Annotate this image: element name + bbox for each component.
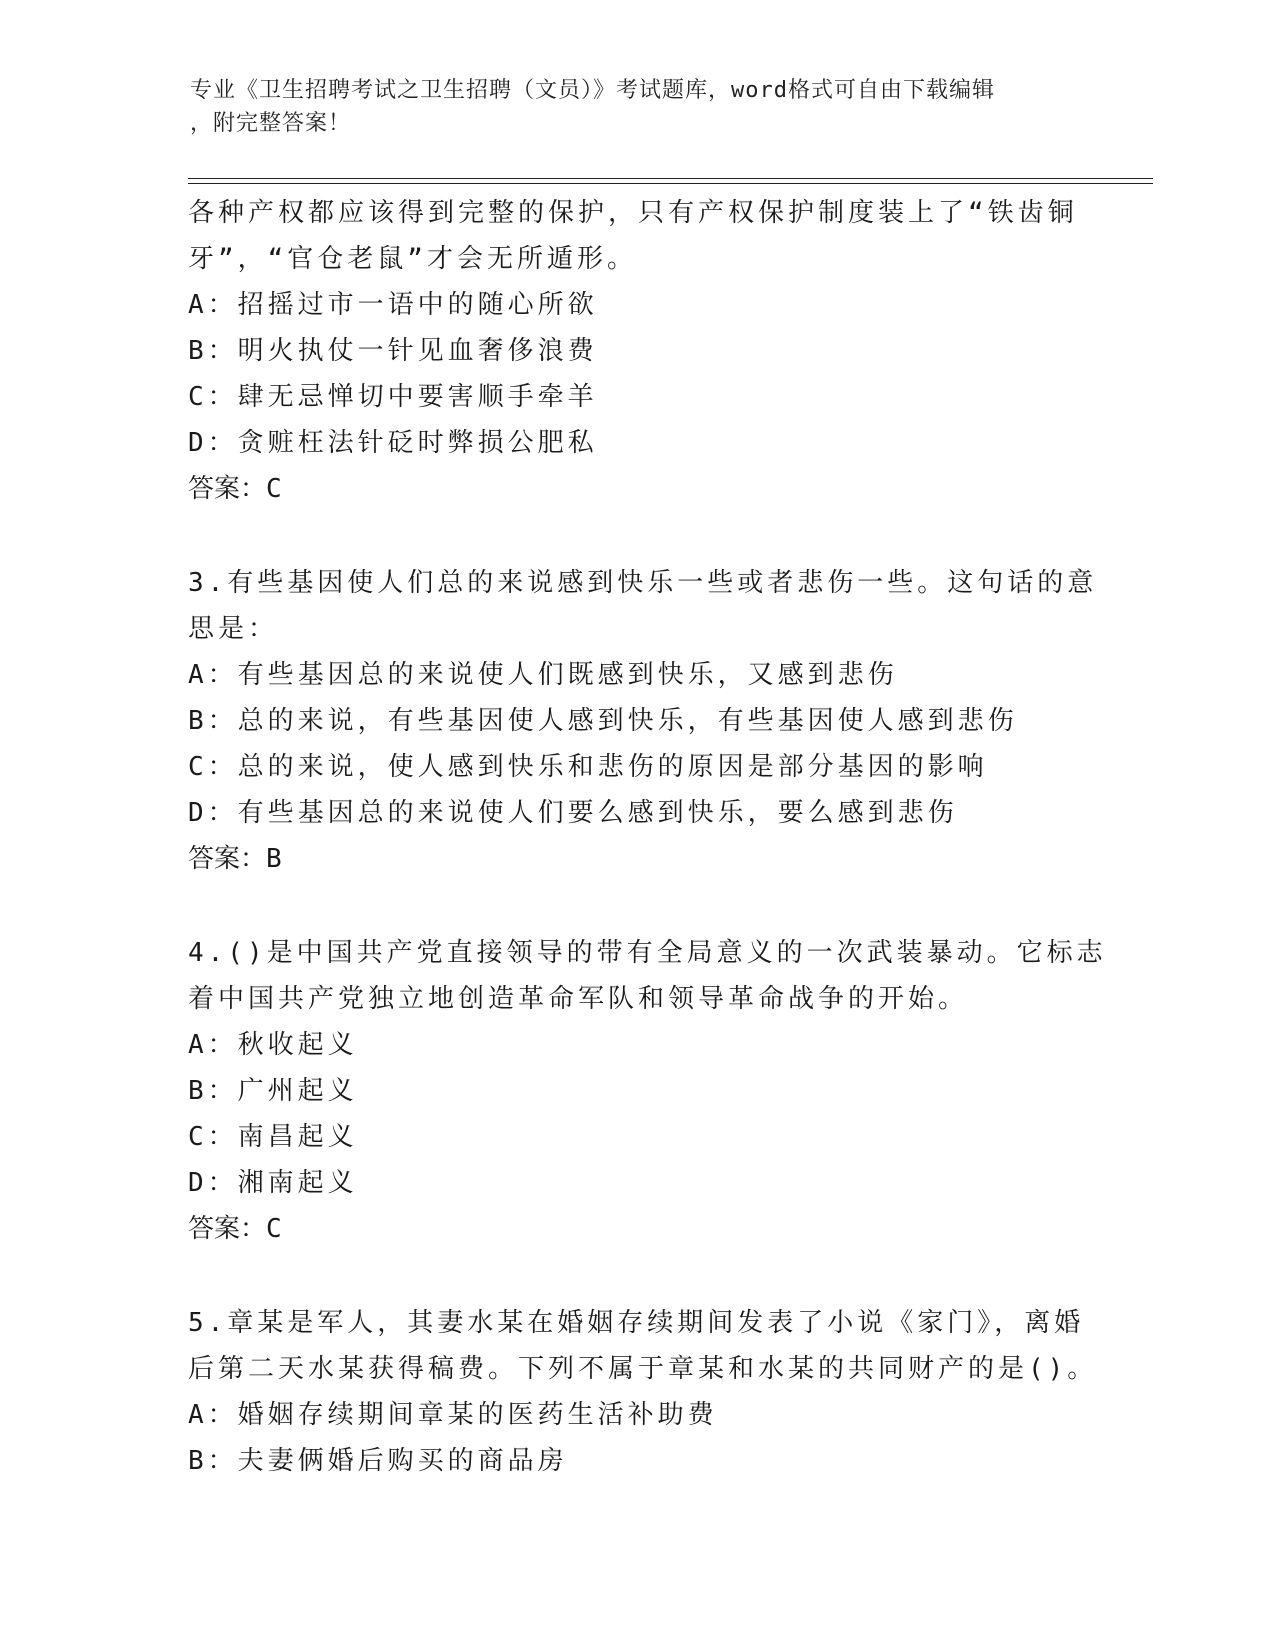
question-stem-line: 4.()是中国共产党直接领导的带有全局意义的一次武装暴动。它标志	[188, 938, 1107, 968]
header-line-1: 专业《卫生招聘考试之卫生招聘（文员）》考试题库，word格式可自由下载编辑	[190, 78, 995, 103]
option-c: C：南昌起义	[188, 1122, 358, 1152]
header-line-2: ，附完整答案！	[190, 111, 352, 136]
question-5	[188, 1300, 1098, 1484]
answer: 答案：C	[188, 1214, 282, 1244]
question-stem-line: 各种产权都应该得到完整的保护，只有产权保护制度装上了“铁齿铜	[188, 198, 1078, 228]
question-stem-line: 思是：	[188, 614, 279, 644]
question-stem-line: 后第二天水某获得稿费。下列不属于章某和水某的共同财产的是()。	[188, 1354, 1098, 1384]
option-d: D：贪赃枉法针砭时弊损公肥私	[188, 428, 598, 458]
question-list	[188, 190, 1107, 1484]
option-a: A：秋收起义	[188, 1030, 358, 1060]
answer: 答案：C	[188, 474, 282, 504]
question-3	[188, 560, 1098, 882]
answer: 答案：B	[188, 844, 282, 874]
question-stem-line: 牙”，“官仓老鼠”才会无所遁形。	[188, 244, 637, 274]
option-d: D：有些基因总的来说使人们要么感到快乐，要么感到悲伤	[188, 798, 958, 828]
header-divider-bottom	[188, 183, 1153, 184]
question-2	[188, 190, 1088, 512]
question-stem-line: 5.章某是军人，其妻水某在婚姻存续期间发表了小说《家门》，离婚	[188, 1308, 1085, 1338]
option-a: A：有些基因总的来说使人们既感到快乐，又感到悲伤	[188, 660, 898, 690]
option-b: B：总的来说，有些基因使人感到快乐，有些基因使人感到悲伤	[188, 706, 1018, 736]
option-c: C：肆无忌惮切中要害顺手牵羊	[188, 382, 598, 412]
header-divider-top	[188, 178, 1153, 179]
option-b: B：广州起义	[188, 1076, 358, 1106]
option-a: A：婚姻存续期间章某的医药生活补助费	[188, 1400, 718, 1430]
option-c: C：总的来说，使人感到快乐和悲伤的原因是部分基因的影响	[188, 752, 988, 782]
option-d: D：湘南起义	[188, 1168, 358, 1198]
document-header	[190, 74, 1090, 140]
option-b: B：明火执仗一针见血奢侈浪费	[188, 336, 598, 366]
option-a: A：招摇过市一语中的随心所欲	[188, 290, 598, 320]
question-4	[188, 930, 1107, 1252]
question-stem-line: 3.有些基因使人们总的来说感到快乐一些或者悲伤一些。这句话的意	[188, 568, 1098, 598]
question-stem-line: 着中国共产党独立地创造革命军队和领导革命战争的开始。	[188, 984, 969, 1014]
option-b: B：夫妻俩婚后购买的商品房	[188, 1446, 568, 1476]
